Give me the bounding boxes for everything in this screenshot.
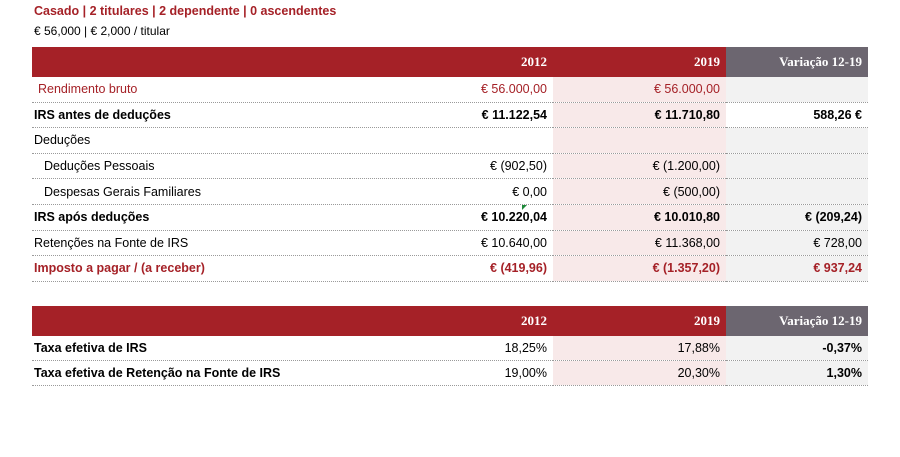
table-row	[32, 361, 868, 386]
value-2019: € 11.710,80	[553, 102, 726, 128]
value-variation: € (209,24)	[726, 204, 868, 230]
value-variation: € 728,00	[726, 230, 868, 256]
value-variation	[726, 128, 868, 154]
table-row	[32, 77, 868, 102]
header-2019: 2019	[553, 306, 726, 336]
row-label: IRS antes de deduções	[32, 102, 350, 128]
value-variation: 1,30%	[726, 361, 868, 386]
table-row	[32, 153, 868, 179]
value-2012: € 10.640,00	[350, 230, 553, 256]
value-variation	[726, 179, 868, 205]
value-2012: 18,25%	[350, 336, 553, 361]
cell-comment-marker	[522, 205, 527, 210]
header-2012: 2012	[350, 306, 553, 336]
household-title: Casado | 2 titulares | 2 dependente | 0 ascendentes	[34, 4, 337, 18]
row-label: Rendimento bruto	[32, 77, 350, 102]
header-variation: Variação 12-19	[726, 306, 868, 336]
value-2012: € 56.000,00	[350, 77, 553, 102]
row-label: Taxa efetiva de IRS	[32, 336, 350, 361]
value-2019: € (500,00)	[553, 179, 726, 205]
irs-comparison-table	[32, 47, 868, 282]
value-variation	[726, 153, 868, 179]
table-row	[32, 204, 868, 230]
table-row	[32, 128, 868, 154]
value-2019: € (1.357,20)	[553, 256, 726, 282]
table-header-row	[32, 306, 868, 336]
header-2012: 2012	[350, 47, 553, 77]
value-variation: 588,26 €	[726, 102, 868, 128]
row-label: Retenções na Fonte de IRS	[32, 230, 350, 256]
header-label	[32, 306, 350, 336]
value-2012: 19,00%	[350, 361, 553, 386]
value-2012	[350, 128, 553, 154]
header-variation: Variação 12-19	[726, 47, 868, 77]
effective-rate-table	[32, 306, 868, 386]
value-2012: € (419,96)	[350, 256, 553, 282]
value-variation: -0,37%	[726, 336, 868, 361]
row-label: Deduções	[32, 128, 350, 154]
income-subtitle: € 56,000 | € 2,000 / titular	[34, 24, 170, 38]
table-row	[32, 102, 868, 128]
value-2019: € 56.000,00	[553, 77, 726, 102]
row-label: Deduções Pessoais	[32, 153, 350, 179]
table-row	[32, 179, 868, 205]
value-2019: 17,88%	[553, 336, 726, 361]
row-label: Imposto a pagar / (a receber)	[32, 256, 350, 282]
row-label: IRS após deduções	[32, 204, 350, 230]
value-2012: € 0,00	[350, 179, 553, 205]
row-label: Taxa efetiva de Retenção na Fonte de IRS	[32, 361, 350, 386]
table-row	[32, 336, 868, 361]
row-label: Despesas Gerais Familiares	[32, 179, 350, 205]
table-row	[32, 230, 868, 256]
value-2012: € 11.122,54	[350, 102, 553, 128]
header-label	[32, 47, 350, 77]
value-2019: € 10.010,80	[553, 204, 726, 230]
value-variation	[726, 77, 868, 102]
value-2019: € (1.200,00)	[553, 153, 726, 179]
value-2019: € 11.368,00	[553, 230, 726, 256]
value-2019	[553, 128, 726, 154]
header-2019: 2019	[553, 47, 726, 77]
value-2019: 20,30%	[553, 361, 726, 386]
value-variation: € 937,24	[726, 256, 868, 282]
value-2012: € 10.220,04	[350, 204, 553, 230]
table-row	[32, 256, 868, 282]
value-2012: € (902,50)	[350, 153, 553, 179]
table-header-row	[32, 47, 868, 77]
